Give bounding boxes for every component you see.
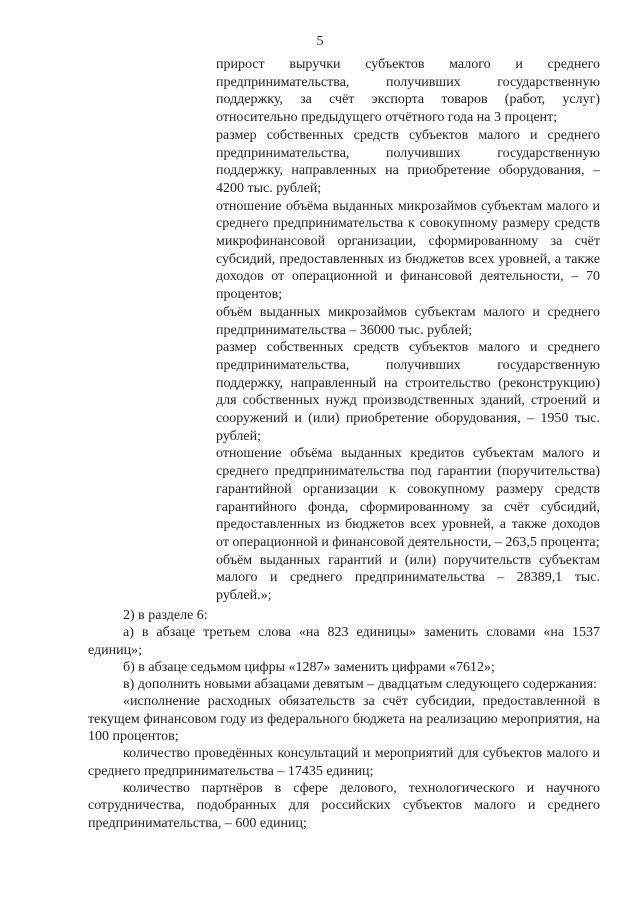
indented-paragraph: отношение объёма выданных кредитов субъектам малого и среднего предпринимательства под гарантии (поручительства) гарантийной организации к совокупному размеру средств гарантийного фонда, сформированному за счёт субсидий, предоставленных из бюджетов всех уровней, а также доходов от операционной и финансовой деятельности, – 263,5 процента; [216,446,600,550]
indented-paragraph: размер собственных средств субъектов малого и среднего предпринимательства, получивших государственную поддержку, направленный на строительство (реконструкцию) для собственных нужд производственных зданий, строений и сооружений и (или) приобретение оборудования, – 1950 тыс. рублей; [216,340,600,444]
indented-paragraph: объём выданных гарантий и (или) поручительств субъектам малого и среднего предпринимательства – 28389,1 тыс. рублей.»; [216,552,600,604]
section-heading: 2) в разделе 6: [123,608,208,623]
quoted-paragraph: «исполнение расходных обязательств за счёт субсидии, предоставленной в текущем финансовом году из федерального бюджета на реализацию мероприятия, на 100 процентов; [88,694,600,745]
amendment-paragraph: в) дополнить новыми абзацами девятым – двадцатым следующего содержания: [123,677,597,693]
indented-paragraph: отношение объёма выданных микрозаймов субъектам малого и среднего предпринимательства к совокупному размеру средств микрофинансовой организации, сформированному за счёт субсидий, предоставленных из бюджетов всех уровней, а также доходов от операционной и финансовой деятельности, – 70 процентов; [216,198,600,303]
indented-paragraph: размер собственных средств субъектов малого и среднего предпринимательства, получивших государственную поддержку, направленных на приобретение оборудования, – 4200 тыс. рублей; [216,127,600,196]
amendment-paragraph: а) в абзаце третьем слова «на 823 единицы» заменить словами «на 1537 единиц»; [88,625,600,658]
indented-paragraph: прирост выручки субъектов малого и среднего предпринимательства, получивших государственную поддержку, за счёт экспорта товаров (работ, услуг) относительно предыдущего отчётного года на 3 процент; [216,57,600,126]
quoted-paragraph: количество партнёров в сфере делового, технологического и научного сотрудничества, подобранных для российских субъектов малого и среднего предпринимательства, – 600 единиц; [88,780,600,831]
amendment-paragraph: б) в абзаце седьмом цифры «1287» заменить цифрами «7612»; [123,659,495,675]
page-number: 5 [316,34,324,49]
indented-quoted-block [216,56,600,605]
indented-paragraph: объём выданных микрозаймов субъектам малого и среднего предпринимательства – 36000 тыс. рублей; [216,304,600,338]
quoted-paragraph: количество проведённых консультаций и мероприятий для субъектов малого и среднего предпринимательства – 17435 единиц; [88,746,600,779]
main-text-block [88,607,600,832]
